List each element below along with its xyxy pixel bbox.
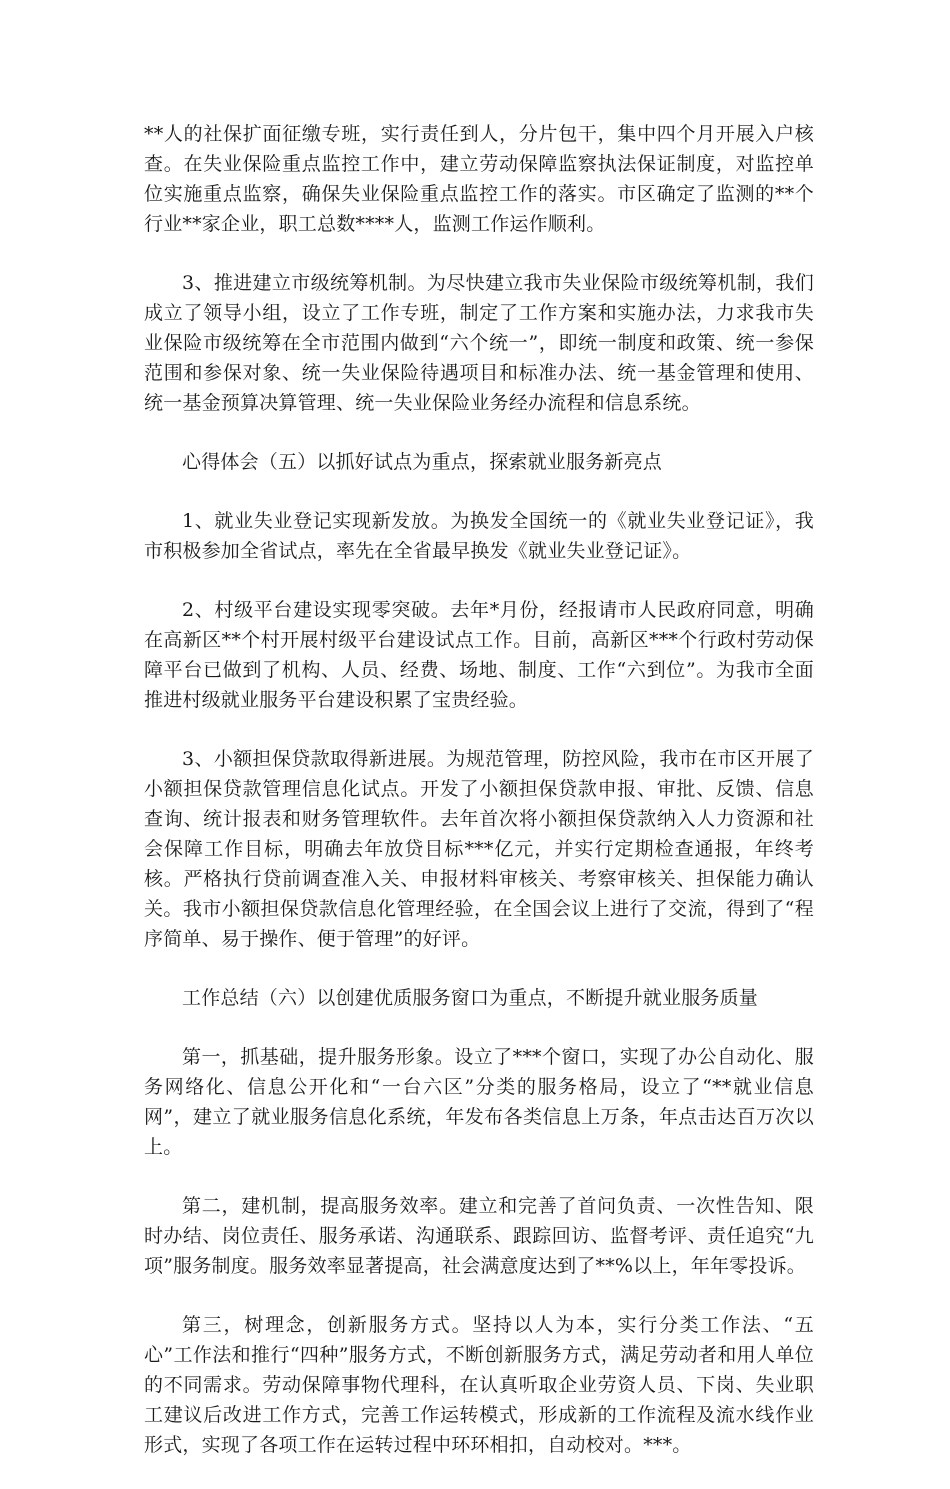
section-heading-six: 工作总结（六）以创建优质服务窗口为重点，不断提升就业服务质量: [182, 987, 759, 1009]
paragraph-second-mechanism: 第二，建机制，提高服务效率。建立和完善了首问负责、一次性告知、限时办结、岗位责任、服务承诺、沟通联系、跟踪回访、监督考评、责任追究“九项”服务制度。服务效率显著提高，社会满意度达到了**%以上，年年零投诉。: [144, 1195, 814, 1277]
paragraph-third-philosophy: 第三，树理念，创新服务方式。坚持以人为本，实行分类工作法、“五心”工作法和推行“四种”服务方式，不断创新服务方式，满足劳动者和用人单位的不同需求。劳动保障事物代理科，在认真听取企业劳资人员、下岗、失业职工建议后改进工作方式，完善工作运转模式，形成新的工作流程及流水线作业形式，实现了各项工作在运转过程中环环相扣，自动校对。***。: [144, 1314, 814, 1456]
paragraph-municipal-coordination: 3、推进建立市级统筹机制。为尽快建立我市失业保险市级统筹机制，我们成立了领导小组，设立了工作专班，制定了工作方案和实施办法，力求我市失业保险市级统筹在全市范围内做到“六个统一”，即统一制度和政策、统一参保范围和参保对象、统一失业保险待遇项目和标准办法、统一基金管理和使用、统一基金预算决算管理、统一失业保险业务经办流程和信息系统。: [144, 272, 814, 414]
paragraph-village-platform: 2、村级平台建设实现零突破。去年*月份，经报请市人民政府同意，明确在高新区**个村开展村级平台建设试点工作。目前，高新区***个行政村劳动保障平台已做到了机构、人员、经费、场地、制度、工作“六到位”。为我市全面推进村级就业服务平台建设积累了宝贵经验。: [144, 599, 814, 711]
paragraph-registration: 1、就业失业登记实现新发放。为换发全国统一的《就业失业登记证》，我市积极参加全省试点，率先在全省最早换发《就业失业登记证》。: [144, 510, 814, 562]
paragraph-first-basics: 第一，抓基础，提升服务形象。设立了***个窗口，实现了办公自动化、服务网络化、信息公开化和“一台六区”分类的服务格局，设立了“**就业信息网”，建立了就业服务信息化系统，年发布各类信息上万条，年点击达百万次以上。: [144, 1046, 814, 1158]
paragraph-continuation: **人的社保扩面征缴专班，实行责任到人，分片包干，集中四个月开展入户核查。在失业保险重点监控工作中，建立劳动保障监察执法保证制度，对监控单位实施重点监察，确保失业保险重点监控工作的落实。市区确定了监测的**个行业**家企业，职工总数****人，监测工作运作顺利。: [144, 123, 814, 235]
section-heading-five: 心得体会（五）以抓好试点为重点，探索就业服务新亮点: [182, 451, 663, 473]
paragraph-small-loans: 3、小额担保贷款取得新进展。为规范管理，防控风险，我市在市区开展了小额担保贷款管理信息化试点。开发了小额担保贷款申报、审批、反馈、信息查询、统计报表和财务管理软件。去年首次将小额担保贷款纳入人力资源和社会保障工作目标，明确去年放贷目标***亿元，并实行定期检查通报，年终考核。严格执行贷前调查准入关、申报材料审核关、考察审核关、担保能力确认关。我市小额担保贷款信息化管理经验，在全国会议上进行了交流，得到了“程序简单、易于操作、便于管理”的好评。: [144, 748, 814, 950]
document-body: [144, 119, 814, 1489]
